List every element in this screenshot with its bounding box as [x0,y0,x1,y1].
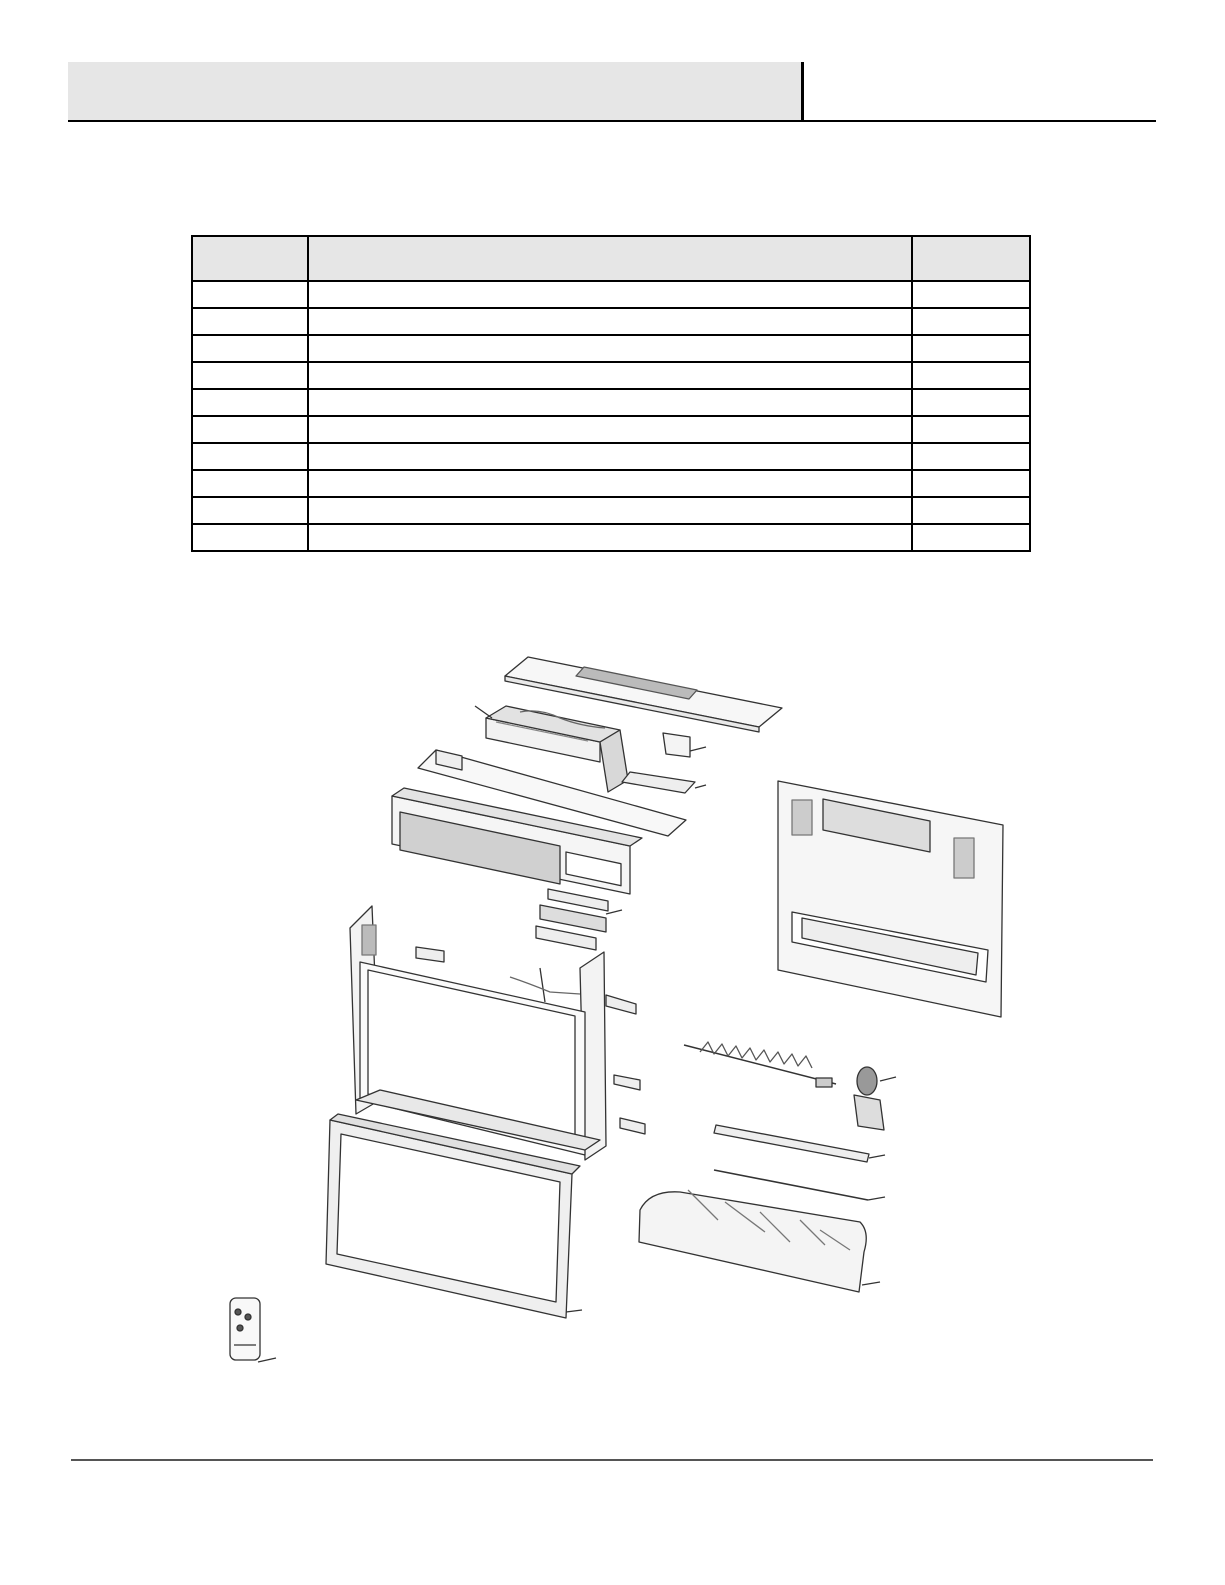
quantity-cell [912,497,1030,524]
header-rule [68,120,1156,122]
part-number-cell [192,281,308,308]
quantity-cell [912,389,1030,416]
part-number-cell [192,443,308,470]
parts-table-row [192,470,1030,497]
flame-motor-part [854,1067,896,1130]
description-cell [308,524,913,551]
quantity-column-header [912,236,1030,281]
quantity-cell [912,470,1030,497]
parts-table [191,235,1031,552]
remote-control-part [230,1298,276,1362]
parts-table-row [192,416,1030,443]
parts-table-row [192,443,1030,470]
header-divider [801,62,804,122]
description-cell [308,443,913,470]
part-number-cell [192,362,308,389]
bracket-parts [622,733,706,793]
description-cell [308,335,913,362]
header-title-band [68,62,803,120]
description-cell [308,281,913,308]
quantity-cell [912,443,1030,470]
part-column-header [192,236,308,281]
parts-table-row [192,497,1030,524]
part-number-cell [192,470,308,497]
quantity-cell [912,281,1030,308]
part-number-cell [192,335,308,362]
description-cell [308,497,913,524]
rear-panel-part [778,781,1003,1017]
control-panel-parts [536,889,622,950]
description-cell [308,416,913,443]
part-number-cell [192,497,308,524]
footer-rule [71,1459,1153,1461]
parts-table-row [192,362,1030,389]
description-cell [308,362,913,389]
parts-table-row [192,281,1030,308]
quantity-cell [912,416,1030,443]
reflector-strip-parts [714,1125,885,1200]
parts-table-row [192,308,1030,335]
parts-table-header-row [192,236,1030,281]
quantity-cell [912,524,1030,551]
quantity-cell [912,308,1030,335]
flame-rod-part [684,1042,836,1087]
description-cell [308,389,913,416]
quantity-cell [912,362,1030,389]
quantity-cell [912,335,1030,362]
firebox-frame-part [350,906,645,1160]
parts-table-row [192,524,1030,551]
part-number-cell [192,524,308,551]
log-set-part [639,1190,880,1292]
part-number-cell [192,389,308,416]
exploded-parts-diagram [0,600,1225,1400]
description-column-header [308,236,913,281]
description-cell [308,470,913,497]
part-number-cell [192,416,308,443]
part-number-cell [192,308,308,335]
description-cell [308,308,913,335]
parts-table-row [192,389,1030,416]
parts-table-row [192,335,1030,362]
